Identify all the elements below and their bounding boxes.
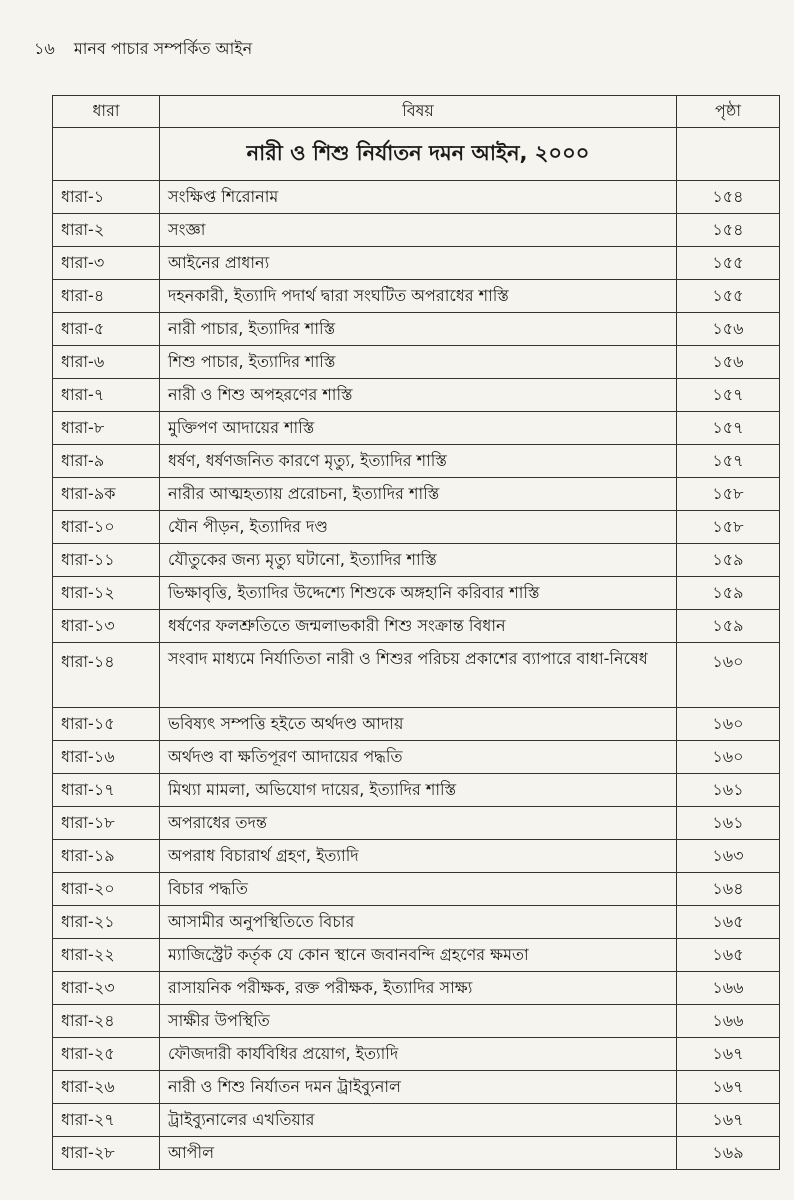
- section-cell: ধারা-১৯: [53, 840, 160, 873]
- table-row: [53, 280, 780, 313]
- table-row: [53, 445, 780, 478]
- section-cell: ধারা-৮: [53, 412, 160, 445]
- section-cell: ধারা-৫: [53, 313, 160, 346]
- subject-cell: অপরাধের তদন্ত: [160, 807, 677, 840]
- subject-cell: নারী ও শিশু নির্যাতন দমন ট্রাইব্যুনাল: [160, 1071, 677, 1104]
- page-cell: ১৬৫: [677, 906, 780, 939]
- table-row: [53, 873, 780, 906]
- page-cell: ১৫৭: [677, 445, 780, 478]
- subject-cell: মিথ্যা মামলা, অভিযোগ দায়ের, ইত্যাদির শাস্তি: [160, 774, 677, 807]
- subject-cell: আপীল: [160, 1137, 677, 1170]
- page-cell: ১৫৬: [677, 346, 780, 379]
- subject-cell: আইনের প্রাধান্য: [160, 247, 677, 280]
- subject-cell: সাক্ষীর উপস্থিতি: [160, 1005, 677, 1038]
- page-cell: ১৬১: [677, 807, 780, 840]
- page-cell: ১৬০: [677, 643, 780, 708]
- page-cell: ১৫৫: [677, 247, 780, 280]
- page-cell: ১৬৪: [677, 873, 780, 906]
- section-cell: ধারা-২১: [53, 906, 160, 939]
- section-cell: ধারা-২৫: [53, 1038, 160, 1071]
- table-row: [53, 478, 780, 511]
- table-row: [53, 511, 780, 544]
- section-cell: ধারা-১৩: [53, 610, 160, 643]
- section-cell: ধারা-১২: [53, 577, 160, 610]
- table-row: [53, 313, 780, 346]
- section-cell: ধারা-১৫: [53, 708, 160, 741]
- section-cell: ধারা-১৮: [53, 807, 160, 840]
- table-row: [53, 577, 780, 610]
- subject-cell: ম্যাজিস্ট্রেট কর্তৃক যে কোন স্থানে জবানবন্দি গ্রহণের ক্ষমতা: [160, 939, 677, 972]
- section-cell: ধারা-২৬: [53, 1071, 160, 1104]
- header-page: পৃষ্ঠা: [677, 96, 780, 128]
- subject-cell: সংবাদ মাধ্যমে নির্যাতিতা নারী ও শিশুর পরিচয় প্রকাশের ব্যাপারে বাধা-নিষেধ: [160, 643, 677, 708]
- page-cell: ১৬৫: [677, 939, 780, 972]
- page-cell: ১৫৪: [677, 181, 780, 214]
- page-cell: ১৫৮: [677, 478, 780, 511]
- subject-cell: ফৌজদারী কার্যবিধির প্রয়োগ, ইত্যাদি: [160, 1038, 677, 1071]
- table-row: [53, 610, 780, 643]
- page-cell: ১৬৭: [677, 1038, 780, 1071]
- act-title-row: [53, 128, 780, 181]
- subject-cell: ভবিষ্যৎ সম্পত্তি হইতে অর্থদণ্ড আদায়: [160, 708, 677, 741]
- table-row: [53, 412, 780, 445]
- subject-cell: শিশু পাচার, ইত্যাদির শাস্তি: [160, 346, 677, 379]
- header-row: [53, 96, 780, 128]
- section-cell: ধারা-২৪: [53, 1005, 160, 1038]
- table-row: [53, 774, 780, 807]
- table-row: [53, 247, 780, 280]
- section-cell: ধারা-১৭: [53, 774, 160, 807]
- page-cell: ১৬০: [677, 741, 780, 774]
- subject-cell: ধর্ষণ, ধর্ষণজনিত কারণে মৃত্যু, ইত্যাদির শাস্তি: [160, 445, 677, 478]
- section-cell: ধারা-৭: [53, 379, 160, 412]
- page-cell: ১৫৯: [677, 544, 780, 577]
- table-row: [53, 1104, 780, 1137]
- subject-cell: নারী ও শিশু অপহরণের শাস্তি: [160, 379, 677, 412]
- page-cell: ১৬৬: [677, 972, 780, 1005]
- page-cell: ১৬৭: [677, 1071, 780, 1104]
- section-cell: ধারা-২৩: [53, 972, 160, 1005]
- header-subject: বিষয়: [160, 96, 677, 128]
- page-cell: ১৫৪: [677, 214, 780, 247]
- subject-cell: ট্রাইব্যুনালের এখতিয়ার: [160, 1104, 677, 1137]
- section-cell: ধারা-১১: [53, 544, 160, 577]
- page-cell: ১৫৫: [677, 280, 780, 313]
- book-title: মানব পাচার সম্পর্কিত আইন: [73, 39, 253, 58]
- table-row: [53, 1137, 780, 1170]
- section-cell: ধারা-২৭: [53, 1104, 160, 1137]
- table-row: [53, 181, 780, 214]
- contents-table: [52, 95, 780, 1170]
- table-row: [53, 906, 780, 939]
- table-row: [53, 544, 780, 577]
- page-cell: ১৫৯: [677, 577, 780, 610]
- subject-cell: যৌতুকের জন্য মৃত্যু ঘটানো, ইত্যাদির শাস্তি: [160, 544, 677, 577]
- table-row: [53, 807, 780, 840]
- table-row: [53, 1071, 780, 1104]
- section-cell: ধারা-১: [53, 181, 160, 214]
- subject-cell: সংক্ষিপ্ত শিরোনাম: [160, 181, 677, 214]
- subject-cell: অপরাধ বিচারার্থ গ্রহণ, ইত্যাদি: [160, 840, 677, 873]
- page-cell: ১৫৬: [677, 313, 780, 346]
- subject-cell: যৌন পীড়ন, ইত্যাদির দণ্ড: [160, 511, 677, 544]
- page-cell: ১৫৭: [677, 412, 780, 445]
- page-cell: ১৬৬: [677, 1005, 780, 1038]
- table-row: [53, 346, 780, 379]
- page-cell: ১৬০: [677, 708, 780, 741]
- section-cell: ধারা-১৪: [53, 643, 160, 708]
- page-cell: ১৫৯: [677, 610, 780, 643]
- subject-cell: আসামীর অনুপস্থিতিতে বিচার: [160, 906, 677, 939]
- page-cell: ১৬৯: [677, 1137, 780, 1170]
- section-cell: ধারা-২২: [53, 939, 160, 972]
- section-cell: ধারা-৬: [53, 346, 160, 379]
- table-row: [53, 379, 780, 412]
- section-cell: ধারা-৯: [53, 445, 160, 478]
- subject-cell: দহনকারী, ইত্যাদি পদার্থ দ্বারা সংঘটিত অপরাধের শাস্তি: [160, 280, 677, 313]
- section-cell: ধারা-২৮: [53, 1137, 160, 1170]
- page-cell: ১৫৮: [677, 511, 780, 544]
- table-row: [53, 214, 780, 247]
- subject-cell: নারী পাচার, ইত্যাদির শাস্তি: [160, 313, 677, 346]
- subject-cell: অর্থদণ্ড বা ক্ষতিপূরণ আদায়ের পদ্ধতি: [160, 741, 677, 774]
- header-section: ধারা: [53, 96, 160, 128]
- page-cell: ১৬৭: [677, 1104, 780, 1137]
- page-number: ১৬: [34, 39, 55, 58]
- subject-cell: ভিক্ষাবৃত্তি, ইত্যাদির উদ্দেশ্যে শিশুকে অঙ্গহানি করিবার শাস্তি: [160, 577, 677, 610]
- section-cell: ধারা-২: [53, 214, 160, 247]
- table-row: [53, 939, 780, 972]
- section-cell: ধারা-২০: [53, 873, 160, 906]
- subject-cell: ধর্ষণের ফলশ্রুতিতে জন্মলাভকারী শিশু সংক্রান্ত বিধান: [160, 610, 677, 643]
- table-row: [53, 741, 780, 774]
- table-row: [53, 643, 780, 708]
- table-row: [53, 840, 780, 873]
- table-row: [53, 1038, 780, 1071]
- table-row: [53, 972, 780, 1005]
- running-head: [34, 36, 266, 63]
- subject-cell: নারীর আত্মহত্যায় প্ররোচনা, ইত্যাদির শাস্তি: [160, 478, 677, 511]
- subject-cell: বিচার পদ্ধতি: [160, 873, 677, 906]
- section-cell: ধারা-১০: [53, 511, 160, 544]
- subject-cell: সংজ্ঞা: [160, 214, 677, 247]
- section-cell: ধারা-৩: [53, 247, 160, 280]
- act-title: নারী ও শিশু নির্যাতন দমন আইন, ২০০০: [160, 128, 677, 181]
- page-cell: ১৫৭: [677, 379, 780, 412]
- table-row: [53, 1005, 780, 1038]
- subject-cell: মুক্তিপণ আদায়ের শাস্তি: [160, 412, 677, 445]
- section-cell: ধারা-৪: [53, 280, 160, 313]
- section-cell: ধারা-৯ক: [53, 478, 160, 511]
- table-row: [53, 708, 780, 741]
- page-cell: ১৬৩: [677, 840, 780, 873]
- section-cell: ধারা-১৬: [53, 741, 160, 774]
- subject-cell: রাসায়নিক পরীক্ষক, রক্ত পরীক্ষক, ইত্যাদির সাক্ষ্য: [160, 972, 677, 1005]
- page-cell: ১৬১: [677, 774, 780, 807]
